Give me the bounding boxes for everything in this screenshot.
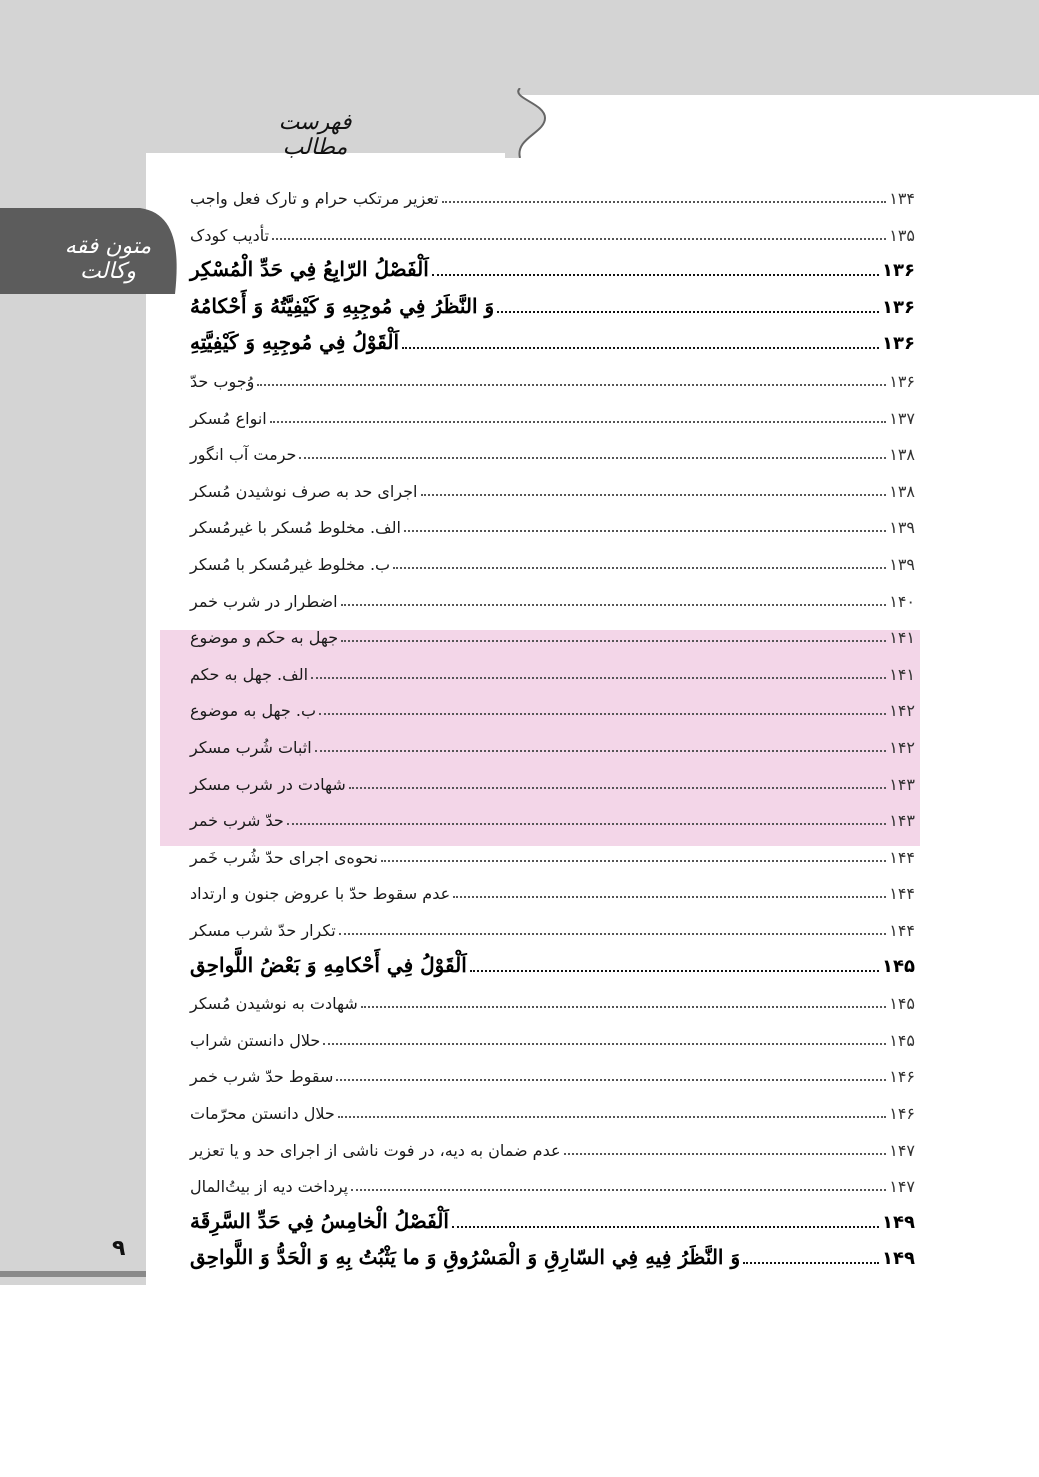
toc-entry-title: تکرار حدّ شرب مسکر bbox=[190, 921, 336, 940]
toc-entry-title: اَلْفَصْلُ الرّابِعُ فِي حَدِّ الْمُسْكِر bbox=[190, 257, 429, 282]
toc-entry-title: وَ النَّظَرُ فِيهِ فِي السّارِقِ وَ الْمَسْرُوقِ وَ ما يَثْبُتُ بِهِ وَ الْحَدُّ وَ اللَّواحِق bbox=[190, 1245, 741, 1270]
toc-dot-leader bbox=[311, 676, 886, 679]
toc-dot-leader bbox=[470, 969, 879, 972]
toc-entry-page: ۱۴۲ bbox=[889, 701, 915, 721]
toc-entry-page: ۱۴۵ bbox=[889, 1030, 915, 1050]
toc-entry-page: ۱۳۷ bbox=[889, 408, 915, 428]
toc-heading-row bbox=[190, 1205, 915, 1235]
toc-dot-leader bbox=[349, 786, 886, 789]
toc-dot-leader bbox=[497, 310, 879, 313]
toc-entry-page: ۱۴۷ bbox=[889, 1177, 915, 1197]
toc-entry-title: الف. مخلوط مُسکر با غیرمُسکر bbox=[190, 518, 401, 538]
toc-entry-row bbox=[190, 729, 915, 759]
toc-entry-page: ۱۳۶ bbox=[882, 296, 915, 318]
toc-entry-page: ۱۳۹ bbox=[889, 555, 915, 574]
toc-dot-leader bbox=[351, 1188, 886, 1191]
toc-entry-title: اثبات شُرب مسکر bbox=[190, 738, 312, 757]
top-header-band bbox=[0, 0, 1039, 95]
toc-dot-leader bbox=[323, 1042, 886, 1045]
toc-entry-page: ۱۴۱ bbox=[889, 628, 915, 648]
toc-dot-leader bbox=[381, 859, 886, 862]
toc-entry-page: ۱۴۵ bbox=[882, 955, 915, 977]
toc-dot-leader bbox=[341, 603, 887, 606]
toc-entry-row bbox=[190, 509, 915, 539]
toc-entry-page: ۱۳۶ bbox=[882, 260, 915, 282]
toc-entry-row bbox=[190, 217, 915, 247]
toc-entry-row bbox=[190, 363, 915, 393]
toc-dot-leader bbox=[257, 383, 886, 386]
toc-heading-row bbox=[190, 326, 915, 356]
toc-entry-row bbox=[190, 1058, 915, 1088]
toc-entry-title: شهادت در شرب مسکر bbox=[190, 774, 346, 794]
toc-entry-page: ۱۴۲ bbox=[889, 738, 915, 757]
toc-entry-title: حدّ شرب خمر bbox=[190, 811, 284, 831]
toc-dot-leader bbox=[341, 639, 886, 642]
toc-heading-row bbox=[190, 290, 915, 320]
toc-entry-title: الف. جهل به حکم bbox=[190, 664, 309, 684]
toc-entry-title: اضطرار در شرب خمر bbox=[190, 591, 338, 611]
toc-entry-page: ۱۴۱ bbox=[889, 664, 915, 684]
toc-entry-row bbox=[190, 985, 915, 1015]
page-number-underline bbox=[0, 1271, 146, 1277]
toc-entry-title: اَلْقَوْلُ فِي مُوجِبِهِ وَ كَيْفِيَّتِهِ bbox=[190, 330, 400, 355]
toc-entry-page: ۱۴۳ bbox=[889, 811, 915, 831]
toc-entry-row bbox=[190, 802, 915, 832]
toc-dot-leader bbox=[287, 822, 886, 825]
toc-entry-title: حرمت آب انگور bbox=[190, 445, 297, 465]
toc-entry-row bbox=[190, 656, 915, 686]
toc-entry-title: حلال دانستن شراب bbox=[190, 1030, 321, 1050]
toc-entry-page: ۱۴۹ bbox=[882, 1248, 915, 1270]
toc-dot-leader bbox=[272, 237, 886, 240]
toc-entry-page: ۱۴۶ bbox=[889, 1067, 915, 1087]
toc-entry-page: ۱۳۸ bbox=[889, 481, 915, 501]
toc-entry-row bbox=[190, 619, 915, 649]
toc-entry-title: اَلْفَصْلُ الْخامِسُ فِي حَدِّ السَّرِقَة bbox=[190, 1208, 449, 1233]
toc-entry-page: ۱۳۶ bbox=[882, 333, 915, 355]
toc-entry-title: حلال دانستن محرّمات bbox=[190, 1104, 335, 1123]
toc-entry-row bbox=[190, 473, 915, 503]
toc-entry-row bbox=[190, 546, 915, 576]
toc-dot-leader bbox=[432, 273, 879, 276]
toc-entry-title: جهل به حکم و موضوع bbox=[190, 628, 339, 648]
toc-entry-title: پرداخت دیه از بیتُ‌المال bbox=[190, 1177, 349, 1197]
toc-dot-leader bbox=[299, 456, 886, 459]
toc-entry-title: ب. مخلوط غیرمُسکر با مُسکر bbox=[190, 555, 391, 574]
toc-entry-page: ۱۴۶ bbox=[889, 1104, 915, 1123]
toc-dot-leader bbox=[452, 1225, 879, 1228]
page-title: فهرست مطالب bbox=[278, 110, 352, 160]
toc-entry-page: ۱۴۴ bbox=[889, 847, 915, 867]
toc-dot-leader bbox=[402, 346, 879, 349]
toc-entry-row bbox=[190, 839, 915, 869]
toc-dot-leader bbox=[361, 1005, 886, 1008]
toc-entry-page: ۱۳۹ bbox=[889, 518, 915, 538]
toc-entry-title: تعزیر مرتکب حرام و تارک فعل واجب bbox=[190, 189, 439, 208]
toc-entry-page: ۱۴۴ bbox=[889, 884, 915, 904]
series-label: متون فقه وکالت bbox=[64, 234, 152, 284]
toc-dot-leader bbox=[315, 749, 887, 752]
toc-entry-title: وُجوب حدّ bbox=[190, 372, 255, 391]
toc-entry-title: نحوه‌ی اجرای حدّ شُرب خَمر bbox=[190, 847, 378, 867]
toc-entry-row bbox=[190, 583, 915, 613]
toc-entry-title: ب. جهل به موضوع bbox=[190, 701, 317, 721]
toc-entry-page: ۱۳۸ bbox=[889, 445, 915, 465]
toc-dot-leader bbox=[404, 529, 886, 532]
toc-dot-leader bbox=[338, 1115, 886, 1118]
toc-entry-row bbox=[190, 692, 915, 722]
toc-entry-title: عدم سقوط حدّ با عروض جنون و ارتداد bbox=[190, 884, 451, 904]
toc-dot-leader bbox=[743, 1261, 879, 1264]
toc-entry-page: ۱۴۷ bbox=[889, 1140, 915, 1160]
toc-entry-page: ۱۳۵ bbox=[889, 225, 915, 245]
toc-dot-leader bbox=[270, 420, 886, 423]
toc-entry-title: وَ النَّظَرُ فِي مُوجِبِهِ وَ كَيْفِيَّتُهُ وَ أَحْكامُهُ bbox=[190, 293, 495, 318]
toc-entry-row bbox=[190, 1095, 915, 1125]
toc-entry-page: ۱۴۳ bbox=[889, 774, 915, 794]
page-number: ۹ bbox=[112, 1236, 126, 1261]
toc-entry-title: انواع مُسکر bbox=[190, 408, 267, 428]
toc-entry-title: اجرای حد به صرف نوشیدن مُسکر bbox=[190, 481, 418, 501]
toc-entry-row bbox=[190, 400, 915, 430]
toc-entry-page: ۱۴۹ bbox=[882, 1211, 915, 1233]
toc-dot-leader bbox=[453, 895, 886, 898]
toc-entry-row bbox=[190, 180, 915, 210]
toc-heading-row bbox=[190, 1241, 915, 1271]
toc-entry-row bbox=[190, 912, 915, 942]
toc-entry-page: ۱۴۰ bbox=[889, 591, 915, 611]
toc-entry-title: شهادت به نوشیدن مُسکر bbox=[190, 994, 358, 1014]
toc-entry-row bbox=[190, 766, 915, 796]
toc-dot-leader bbox=[336, 1078, 886, 1081]
toc-entry-page: ۱۳۴ bbox=[889, 189, 915, 208]
toc-entry-page: ۱۴۴ bbox=[889, 921, 915, 940]
toc-entry-row bbox=[190, 1022, 915, 1052]
toc-dot-leader bbox=[319, 712, 886, 715]
toc-entry-row bbox=[190, 1168, 915, 1198]
toc-dot-leader bbox=[421, 493, 887, 496]
toc-entry-row bbox=[190, 1132, 915, 1162]
toc-dot-leader bbox=[442, 200, 887, 203]
toc-dot-leader bbox=[393, 566, 886, 569]
toc-entry-title: عدم ضمان به دیه، در فوت ناشی از اجرای حد و یا تعزیر bbox=[190, 1140, 561, 1160]
toc-dot-leader bbox=[339, 932, 887, 935]
toc-entry-title: سقوط حدّ شرب خمر bbox=[190, 1067, 334, 1087]
toc-heading-row bbox=[190, 949, 915, 979]
toc-entry-row bbox=[190, 875, 915, 905]
toc-heading-row bbox=[190, 253, 915, 283]
toc-entry-row bbox=[190, 436, 915, 466]
toc-dot-leader bbox=[564, 1152, 887, 1155]
toc-entry-page: ۱۳۶ bbox=[889, 372, 915, 391]
toc-entry-page: ۱۴۵ bbox=[889, 994, 915, 1014]
header-ornament-icon bbox=[505, 88, 565, 158]
toc-entry-title: اَلْقَوْلُ فِي أَحْكامِهِ وَ بَعْضُ اللَّواحِق bbox=[190, 952, 467, 977]
toc-entry-title: تأدیب کودک bbox=[190, 225, 270, 245]
